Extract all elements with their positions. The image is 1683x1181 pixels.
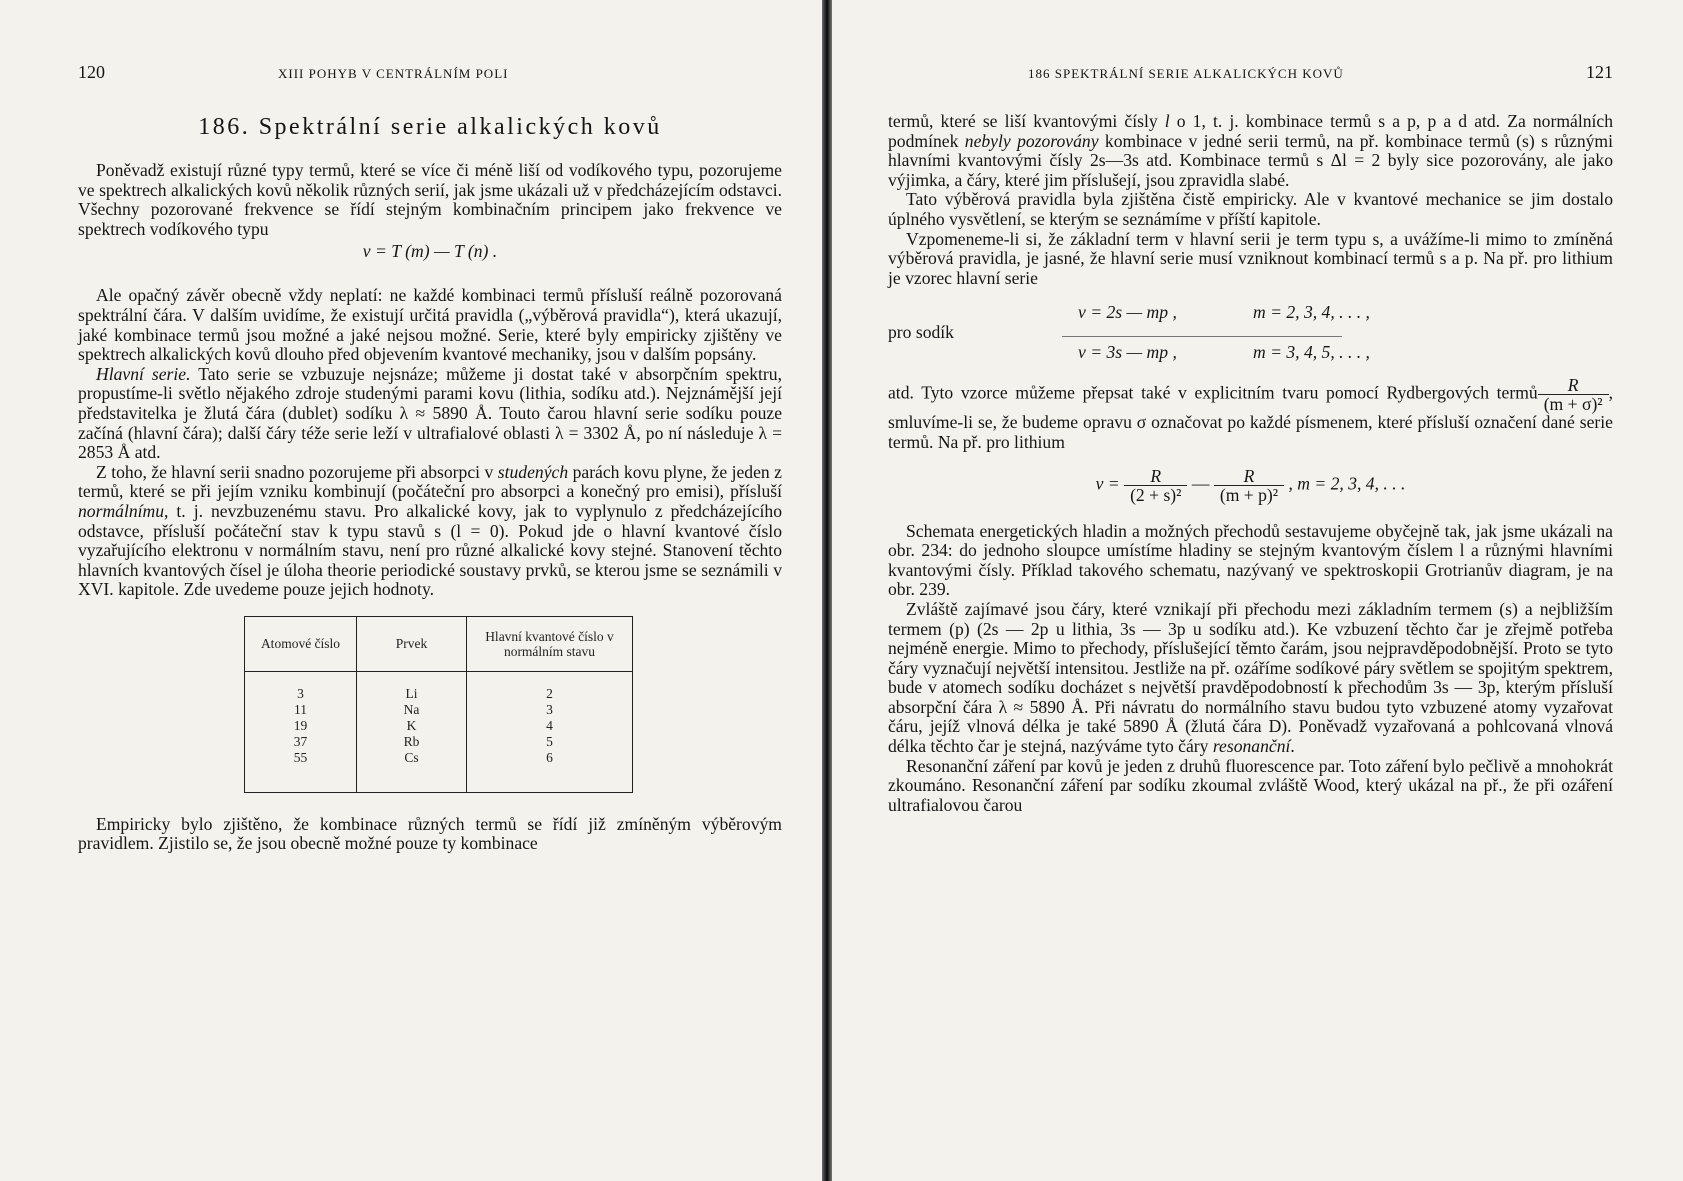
table-row [245,718,633,734]
table-cell: 37 [245,734,357,750]
fraction-denominator: (m + p)² [1214,485,1284,504]
pencil-stroke [1062,336,1342,337]
emphasis: normálnímu [78,500,165,521]
paragraph [888,112,1613,190]
paragraph [888,376,1613,452]
running-head [888,62,1613,92]
section-title: 186. Spektrální serie alkalických kovů [198,114,662,140]
paragraph-text: . [1290,736,1295,757]
paragraph: Schemata energetických hladin a možných přechodů sestavujeme obyčejně tak, jak jsme ukázali na obr. 234: do jednoho sloupce umístíme hladiny se stejným kvantovým číslem l a různými hlavními kvantovými čísly. Příklad takového schematu, nazývaný ve spektroskopii Grotrianův diagram, je na obr. 239. [888,520,1613,600]
emphasis: Hlavní serie. [96,363,191,384]
paragraph-text: parách kovu plyne, že jeden z termů, které se při jejím vzniku kombinují (počáteční pro absorpci a konečný pro emisi), přísluší [78,461,782,502]
left-page [0,0,822,1181]
emphasis: studených [497,461,569,482]
equation-range: m = 2, 3, 4, . . . , [1253,302,1370,323]
table-cell: 6 [467,750,633,793]
paragraph-text: , smluvíme-li se, že budeme opravu σ označovat po každé písmenem, které přísluší označení dané serie termů. Na př. pro lithium [888,382,1613,452]
paragraph-text: termů, které se liší kvantovými čísly [888,111,1165,131]
table-row [245,750,633,793]
paragraph-text: , t. j. nevzbuzenému stavu. Pro alkalické kovy, jak to vyplynulo z předcházejícího odstavce, přísluší počáteční stav k typu stavů s (l = 0). Pokud jde o hlavní kvantové číslo vyzařujícího elektronu v normálním stavu, není pro různé alkalické kovy stejné. Stanovení těchto hlavních kvantových čísel je úloha theorie periodické soustavy prvků, se kterou jsme se seznámili v XVI. kapitole. Zde uvedeme pouze jejich hodnoty. [78,500,782,600]
table-cell: Li [357,671,467,702]
book-gutter [822,0,832,1181]
table-cell: Rb [357,734,467,750]
table-row [245,671,633,702]
fraction-denominator: (2 + s)² [1124,485,1187,504]
paragraph-text: atd. Tyto vzorce můžeme přepsat také v explicitním tvaru pomocí Rydbergových termů [888,382,1538,403]
fraction [1214,467,1284,504]
table-cell: 11 [245,702,357,718]
page-number: 121 [1586,62,1613,82]
quantum-number-table [244,616,632,793]
right-page [832,0,1683,1181]
elements-table [244,616,633,793]
running-head [78,62,782,92]
paragraph: Vzpomeneme-li si, že základní term v hlavní serii je term typu s, a uvážíme-li mimo to zmíněná výběrová pravidla, je jasné, že hlavní serie musí vzniknout kombinací termů s a p. Na př. pro lithium je vzorec hlavní serie [888,228,1613,288]
table-cell: 55 [245,750,357,793]
table-cell: Cs [357,750,467,793]
fraction-denominator: (m + σ)² [1538,394,1609,413]
paragraph-text: Zvláště zajímavé jsou čáry, které vznikají při přechodu mezi základním termem (s) a nejbližším termem (p) (2s — 2p u lithia, 3s — 3p u sodíku atd.). Ke vzbuzení těchto čar je zřejmě potřeba nejméně energie. Mimo to přechody, příslušející těmto čarám, jsou nejpravděpodobnější. Proto se tyto čáry vyznačují největší intensitou. Jestliže na př. ozáříme sodíkové páry světlem se spojitým spektrem, bude v atomech sodíku docházet s největší pravděpodobností k přechodům 3s — 3p, kterým přísluší absorpční čára λ ≈ 5890 Å. Při návratu do normálního stavu budou tyto vzbuzené atomy vyzařovat čáru, jejíž vlnová délka je také 5890 Å (žlutá čára D). Poněvadž vyzařovaná a pohlcovaná vlnová délka těchto čar je stejná, nazýváme tyto čáry [888,598,1613,757]
column-header: Atomové číslo [245,616,357,671]
equation-operator: — [1191,473,1210,494]
equation-range: m = 3, 4, 5, . . . , [1253,342,1370,363]
paragraph-text: Z toho, že hlavní serii snadno pozorujeme při absorpci v [96,461,498,482]
table-cell: 3 [467,702,633,718]
series-equations [888,302,1613,366]
equation-label: pro sodík [888,322,954,343]
display-equation [888,467,1613,504]
paragraph: Resonanční záření par kovů je jeden z druhů fluorescence par. Toto záření bylo pečlivě a mnohokrát zkoumáno. Resonanční záření par sodíku zkoumal zvláště Wood, který ukázal na př., že při ozáření ultrafialovou čarou [888,755,1613,815]
running-head-text: 186 SPEKTRÁLNÍ SERIE ALKALICKÝCH KOVŮ [1028,66,1344,81]
paragraph: Tato výběrová pravidla byla zjištěna čistě empiricky. Ale v kvantové mechanice se jim dostalo úplného vysvětlení, se kterým se seznámíme v příští kapitole. [888,189,1613,229]
table-cell: K [357,718,467,734]
column-header: Prvek [357,616,467,671]
paragraph-text: Tato serie se vzbuzuje nejsnáze; můžeme ji dostat také v absorpčním spektru, propustíme-li světlo nějakého zdroje studenými parami kovu (lithia, sodíku atd.). Nejznámější její představitelka je žlutá čára (dublet) sodíku λ ≈ 5890 Å. Touto čarou hlavní serie sodíku pouze začíná (hlavní čára); další čáry téže serie leží v ultrafialové oblasti λ = 3302 Å, po ní následuje λ = 2853 Å atd. [78,363,782,463]
paragraph: Ale opačný závěr obecně vždy neplatí: ne každé kombinaci termů přísluší reálně pozorovaná spektrální čára. V dalším uvidíme, že existují určitá pravidla („výběrová pravidla“), která ukazují, jaké kombinace termů jsou možné a jaké nejsou možné. Serie, které byly empiricky zjištěny ve spektrech alkalických kovů dlouho před objevením kvantové mechaniky, jsou v dalším popsány. [78,285,782,365]
equation-lhs: ν = [1095,473,1120,494]
table-cell: 3 [245,671,357,702]
emphasis: nebyly pozorovány [964,130,1099,151]
formula: ν = T (m) — T (n) . [362,241,498,262]
fraction-numerator: R [1150,465,1162,486]
paragraph-text: o 1, t. j. kombinace termů s a p, p a d atd. Za normálních podmínek [888,111,1613,151]
paragraph [78,463,782,600]
equation-sodium: ν = 3s — mp , [1078,342,1177,363]
emphasis: l [1164,111,1170,131]
equation-lithium: ν = 2s — mp , [1078,302,1177,323]
fraction [1538,376,1609,413]
fraction [1124,467,1187,504]
table-cell: 2 [467,671,633,702]
running-head-text: XIII POHYB V CENTRÁLNÍM POLI [278,66,509,81]
fraction-numerator: R [1243,465,1255,486]
paragraph [888,600,1613,757]
table-cell: Na [357,702,467,718]
paragraph [78,365,782,463]
table-row [245,702,633,718]
emphasis: resonanční [1212,736,1291,757]
column-header: Hlavní kvantové číslo v normálním stavu [467,616,633,671]
fraction-numerator: R [1567,375,1579,396]
equation-range: , m = 2, 3, 4, . . . [1288,473,1406,494]
table-cell: 19 [245,718,357,734]
table-cell: 4 [467,718,633,734]
table-cell: 5 [467,734,633,750]
paragraph-text: kombinace v jedné serii termů, na př. kombinace termů (s) s různými hlavními kvantovými čísly 2s—3s atd. Kombinace termů s Δl = 2 byly sice pozorovány, ale jako výjimka, a čáry, které jim příslušejí, jsou zpravidla slabé. [888,130,1613,190]
paragraph: Empiricky bylo zjištěno, že kombinace různých termů se řídí již zmíněným výběrovým pravidlem. Zjistilo se, že jsou obecně možné pouze ty kombinace [78,813,782,854]
table-row [245,734,633,750]
page-number: 120 [78,62,105,82]
paragraph: Poněvadž existují různé typy termů, které se více či méně liší od vodíkového typu, pozorujeme ve spektrech alkalických kovů několik různých serií, jak jsme ukázali už v předcházejícím odstavci. Všechny pozorované frekvence se řídí stejným kombinačním principem jako frekvence ve spektrech vodíkového typu [78,160,782,239]
